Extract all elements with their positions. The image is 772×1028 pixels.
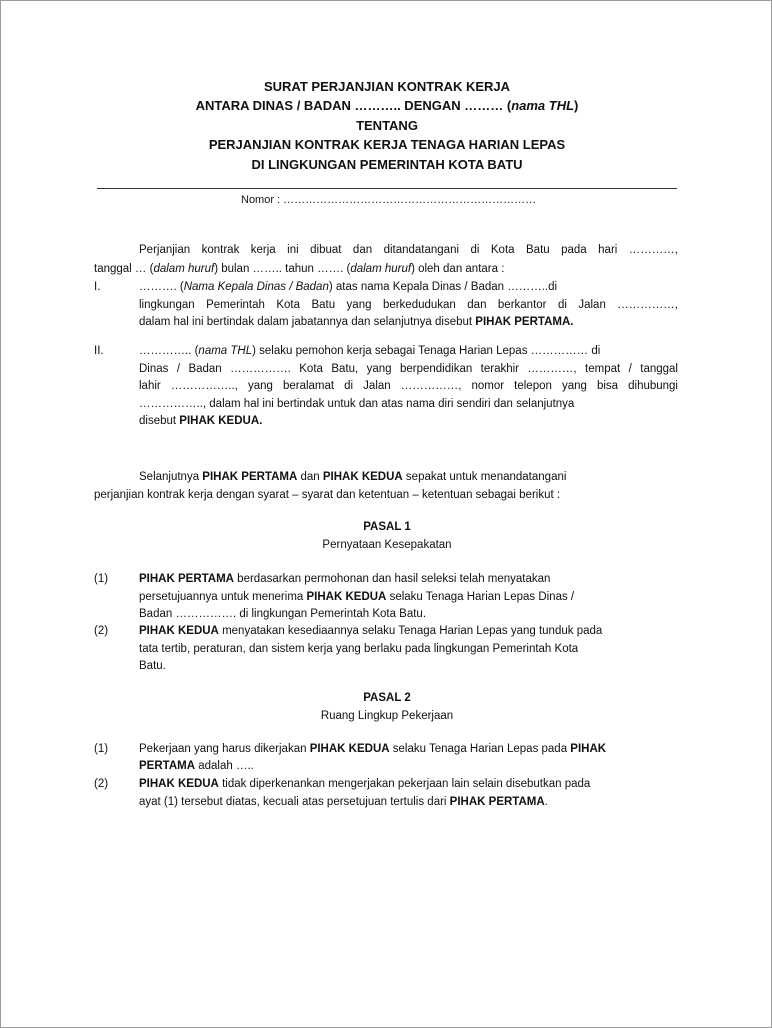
pasal-2-item-1-number: (1): [94, 743, 109, 755]
pasal-2-item-1-line-1: Pekerjaan yang harus dikerjakan PIHAK KEDUA selaku Tenaga Harian Lepas pada PIHAK: [139, 743, 607, 755]
party-2-line-1: ………….. (nama THL) selaku pemohon kerja sebagai Tenaga Harian Lepas …………… di: [139, 345, 601, 357]
party-2-line-3: lahir …………….., yang beralamat di Jalan ……………, nomor telepon yang bisa dihubungi: [139, 380, 678, 392]
pasal-2-item-1-line-2: PERTAMA adalah …..: [139, 760, 254, 772]
pasal-1-subtitle: Pernyataan Kesepakatan: [322, 539, 452, 551]
doc-title-tentang: TENTANG: [356, 118, 418, 133]
agreement-line-2: perjanjian kontrak kerja dengan syarat – syarat dan ketentuan – ketentuan sebagai berikut :: [94, 489, 561, 501]
party-1-number: I.: [94, 281, 101, 293]
document-number: Nomor : ……………………………………………………………: [241, 194, 537, 206]
pasal-2-item-2-number: (2): [94, 778, 109, 790]
pasal-1-item-1-line-2: persetujuannya untuk menerima PIHAK KEDUA selaku Tenaga Harian Lepas Dinas /: [139, 591, 575, 603]
party-2-line-2: Dinas / Badan ……………. Kota Batu, yang berpendidikan terakhir …………, tempat / tanggal: [139, 363, 678, 375]
intro-line-1: Perjanjian kontrak kerja ini dibuat dan ditandatangani di Kota Batu pada hari …………,: [139, 244, 678, 256]
pasal-2-item-2-line-1: PIHAK KEDUA tidak diperkenankan mengerjakan pekerjaan lain selain disebutkan pada: [139, 778, 591, 790]
party-2-line-5: disebut PIHAK KEDUA.: [139, 415, 263, 427]
pasal-1-item-2-line-3: Batu.: [139, 660, 166, 672]
party-1-line-3: dalam hal ini bertindak dalam jabatannya dan selanjutnya disebut PIHAK PERTAMA.: [139, 316, 574, 328]
party-1-line-2: lingkungan Pemerintah Kota Batu yang berkedudukan dan berkantor di Jalan ……………,: [139, 299, 678, 311]
pasal-1-item-1-line-3: Badan ……………. di lingkungan Pemerintah Kota Batu.: [139, 608, 427, 620]
party-2-line-4: …………….., dalam hal ini bertindak untuk dan atas nama diri sendiri dan selanjutnya: [139, 398, 575, 410]
doc-subject: PERJANJIAN KONTRAK KERJA TENAGA HARIAN LEPAS: [208, 137, 566, 152]
party-2-number: II.: [94, 345, 104, 357]
header-divider: [97, 188, 677, 189]
pasal-1-item-2-number: (2): [94, 625, 109, 637]
doc-title: SURAT PERJANJIAN KONTRAK KERJA: [263, 79, 511, 94]
pasal-2-item-2-line-2: ayat (1) tersebut diatas, kecuali atas persetujuan tertulis dari PIHAK PERTAMA.: [139, 796, 548, 808]
doc-title-parties: ANTARA DINAS / BADAN ……….. DENGAN ……… (nama THL): [195, 98, 579, 113]
pasal-1-item-2-line-1: PIHAK KEDUA menyatakan kesediaannya selaku Tenaga Harian Lepas yang tunduk pada: [139, 625, 603, 637]
intro-line-2: tanggal … (dalam huruf) bulan …….. tahun ……. (dalam huruf) oleh dan antara :: [94, 263, 505, 275]
pasal-1-item-1-line-1: PIHAK PERTAMA berdasarkan permohonan dan hasil seleksi telah menyatakan: [139, 573, 551, 585]
party-1-line-1: ………. (Nama Kepala Dinas / Badan) atas nama Kepala Dinas / Badan ………..di: [139, 281, 558, 293]
pasal-2-subtitle: Ruang Lingkup Pekerjaan: [320, 710, 454, 722]
pasal-2-title: PASAL 2: [363, 692, 411, 704]
pasal-1-title: PASAL 1: [363, 521, 411, 533]
agreement-line-1: Selanjutnya PIHAK PERTAMA dan PIHAK KEDUA sepakat untuk menandatangani: [139, 471, 567, 483]
pasal-1-item-1-number: (1): [94, 573, 109, 585]
doc-subject-location: DI LINGKUNGAN PEMERINTAH KOTA BATU: [251, 157, 523, 172]
pasal-1-item-2-line-2: tata tertib, peraturan, dan sistem kerja yang berlaku pada lingkungan Pemerintah Kota: [139, 643, 579, 655]
